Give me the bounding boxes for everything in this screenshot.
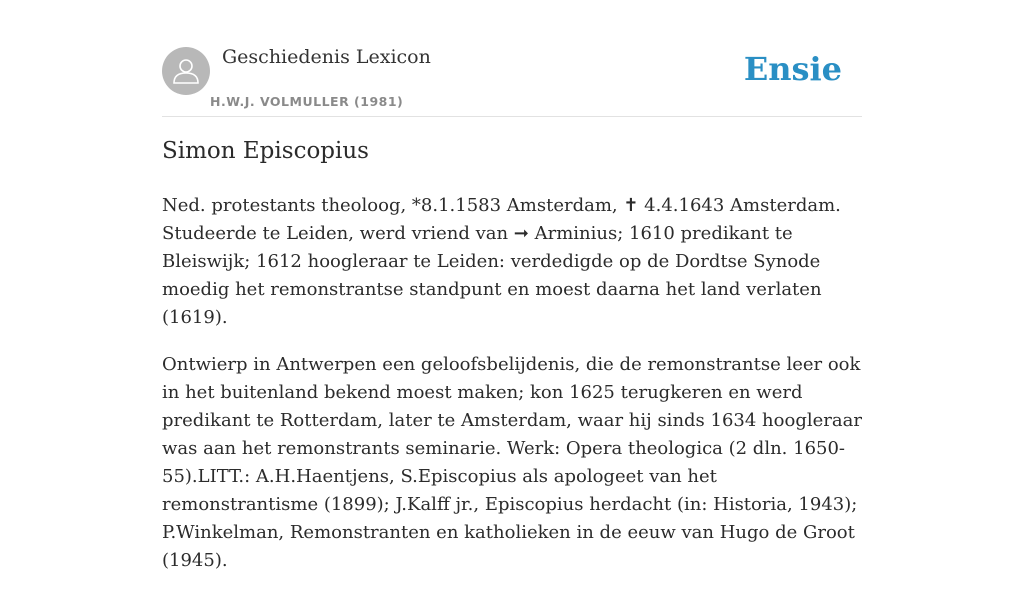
lexicon-header <box>162 44 862 117</box>
article-paragraph: Ned. protestants theoloog, *8.1.1583 Amsterdam, ✝ 4.4.1643 Amsterdam. Studeerde te Leiden, werd vriend van ➞ Arminius; 1610 predikant te Bleiswijk; 1612 hoogleraar te Leiden: verdedigde op de Dordtse Synode moedig het remonstrantse standpunt en moest daarna het land verlaten (1619). <box>162 195 841 328</box>
ensie-logo[interactable]: Ensie <box>743 50 842 88</box>
author-credit[interactable]: H.W.J. VOLMULLER (1981) <box>210 94 404 109</box>
lexicon-name[interactable]: Geschiedenis Lexicon <box>222 46 431 68</box>
article-paragraph: Ontwierp in Antwerpen een geloofsbelijdenis, die de remonstrantse leer ook in het buitenland bekend moest maken; kon 1625 terugkeren en werd predikant te Rotterdam, later te Amsterdam, waar hij sinds 1634 hoogleraar was aan het remonstrants seminarie. Werk: Opera theologica (2 dln. 1650-55).LITT.: A.H.Haentjens, S.Episcopius als apologeet van het remonstrantisme (1899); J.Kalff jr., Episcopius herdacht (in: Historia, 1943); P.Winkelman, Remonstranten en katholieken in de eeuw van Hugo de Groot (1945). <box>162 354 862 571</box>
article-body <box>162 192 862 594</box>
article-title: Simon Episcopius <box>162 138 369 164</box>
user-avatar-icon[interactable] <box>162 47 210 95</box>
